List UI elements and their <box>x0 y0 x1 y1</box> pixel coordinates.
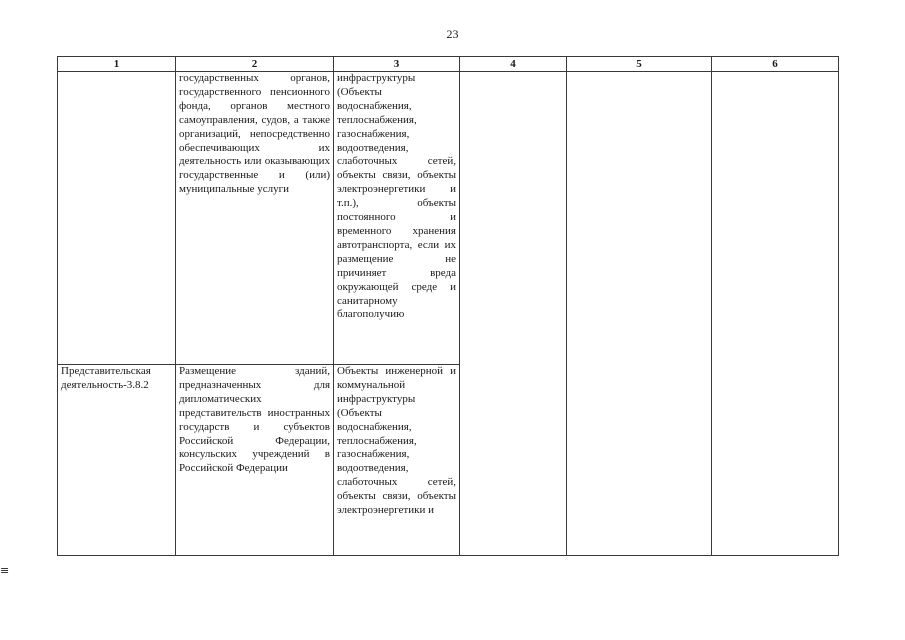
table-row <box>58 72 839 365</box>
column-header-1: 1 <box>58 57 176 72</box>
column-header-5: 5 <box>567 57 712 72</box>
cell-use-type <box>58 72 176 365</box>
column-header-6: 6 <box>712 57 839 72</box>
cell-use-type: Представительская деятельность-3.8.2 <box>58 365 176 556</box>
cell-allowed-objects: инфраструктуры (Объекты водоснабжения, теплоснабжения, газоснабжения, водоотведения, слаботочных сетей, объекты связи, объекты электроэнергетики и т.п.), объекты постоянного и временного хранения автотранспорта, если их размещение не причиняет вреда окружающей среде и санитарному благополучию <box>334 72 460 365</box>
cell-allowed-objects: Объекты инженерной и коммунальной инфраструктуры (Объекты водоснабжения, теплоснабжения, газоснабжения, водоотведения, слаботочных сетей, объекты связи, объекты электроэнергетики и <box>334 365 460 556</box>
cell-use-description: государственных органов, государственного пенсионного фонда, органов местного самоуправления, судов, а также организаций, непосредственно обеспечивающих их деятельность или оказывающих государственные и (или) муниципальные услуги <box>176 72 334 365</box>
land-use-table <box>57 56 839 556</box>
table-header-row <box>58 57 839 72</box>
column-header-4: 4 <box>460 57 567 72</box>
cell-col5 <box>567 72 712 556</box>
cell-col6 <box>712 72 839 556</box>
column-header-2: 2 <box>176 57 334 72</box>
column-header-3: 3 <box>334 57 460 72</box>
page-number: 23 <box>446 27 459 41</box>
cell-use-description: Размещение зданий, предназначенных для дипломатических представительств иностранных государств и субъектов Российской Федерации, консульских учреждений в Российской Федерации <box>176 365 334 556</box>
margin-mark: ≡ <box>0 564 10 577</box>
cell-col4 <box>460 72 567 556</box>
